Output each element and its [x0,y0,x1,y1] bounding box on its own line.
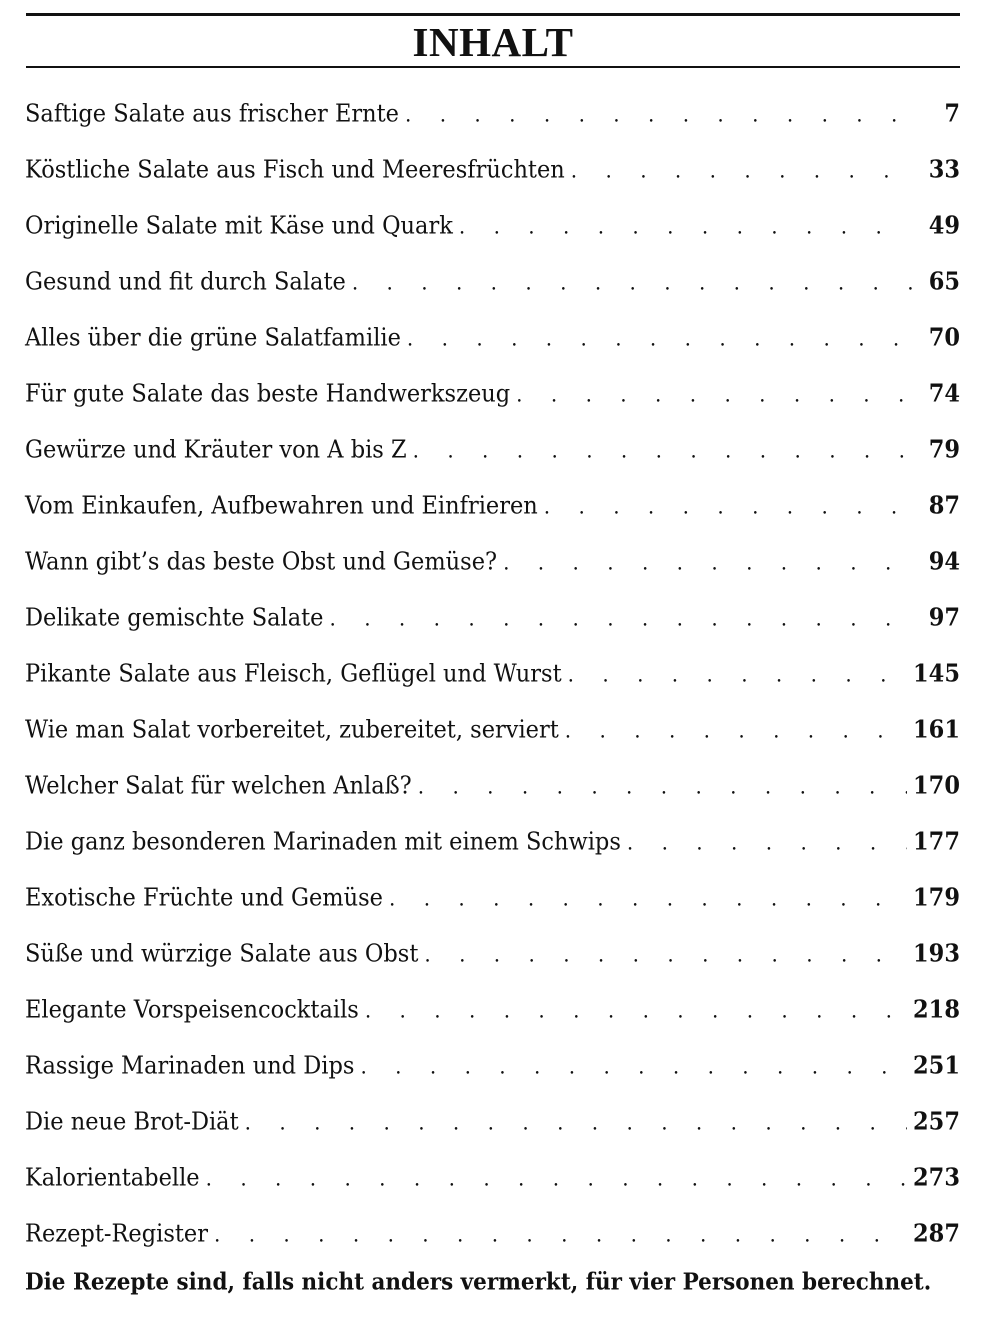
dot-leader [413,420,912,480]
dot-leader [516,364,912,424]
toc-entry-title: Vom Einkaufen, Aufbewahren und Einfrieren [25,491,538,521]
dot-leader [389,868,907,928]
dot-leader [565,700,907,760]
toc-entry [25,588,960,648]
toc-entry-title: Saftige Salate aus frischer Ernte [25,99,399,129]
toc-entry-page-number: 218 [913,995,960,1025]
toc-entry-page-number: 179 [913,883,960,913]
toc-entry-page-number: 94 [928,547,960,577]
toc-entry-page-number: 87 [928,491,960,521]
servings-note: Die Rezepte sind, falls nicht anders vermerkt, für vier Personen berechnet. [25,1268,932,1296]
toc-entry-page-number: 74 [928,379,960,409]
toc-entry-page-number: 287 [913,1219,960,1249]
toc-entry-title: Delikate gemischte Salate [25,603,324,633]
toc-entry-page-number: 7 [944,99,960,129]
dot-leader [459,196,912,256]
toc-entry [25,700,960,760]
toc-entry [25,924,960,984]
toc-entry [25,476,960,536]
toc-entry-title: Kalorientabelle [25,1163,200,1193]
toc-entry-title: Wie man Salat vorbereitet, zubereitet, serviert [25,715,559,745]
dot-leader [407,308,912,368]
toc-entry [25,1148,960,1208]
dot-leader [627,812,907,872]
toc-entry-title: Für gute Salate das beste Handwerkszeug [25,379,511,409]
top-rule [26,13,960,16]
toc-entry [25,364,960,424]
toc-entry [25,756,960,816]
toc-entry-title: Süße und würzige Salate aus Obst [25,939,419,969]
dot-leader [245,1092,907,1152]
toc-entry-title: Rezept-Register [25,1219,208,1249]
toc-entry [25,84,960,144]
dot-leader [365,980,907,1040]
page-title: INHALT [412,19,574,65]
toc-entry-title: Die ganz besonderen Marinaden mit einem Schwips [25,827,621,857]
toc-entry-page-number: 161 [913,715,960,745]
toc-entry-title: Gewürze und Kräuter von A bis Z [25,435,407,465]
toc-entry-page-number: 257 [913,1107,960,1137]
toc-entry [25,252,960,312]
toc-entry-title: Wann gibt’s das beste Obst und Gemüse? [25,547,498,577]
toc-entry-page-number: 49 [928,211,960,241]
table-of-contents [25,86,960,1262]
dot-leader [352,252,912,312]
toc-entry-title: Alles über die grüne Salatfamilie [25,323,401,353]
toc-entry-title: Gesund und fit durch Salate [25,267,346,297]
dot-leader [424,924,907,984]
toc-entry-page-number: 193 [913,939,960,969]
toc-entry-title: Köstliche Salate aus Fisch und Meeresfrüchten [25,155,565,185]
toc-entry-title: Pikante Salate aus Fleisch, Geflügel und Wurst [25,659,562,689]
toc-entry [25,196,960,256]
toc-entry [25,1036,960,1096]
toc-entry-page-number: 70 [928,323,960,353]
toc-entry-page-number: 33 [928,155,960,185]
toc-entry-page-number: 65 [928,267,960,297]
toc-entry [25,644,960,704]
toc-entry-page-number: 170 [913,771,960,801]
toc-entry-page-number: 145 [913,659,960,689]
toc-entry-page-number: 79 [928,435,960,465]
dot-leader [503,532,912,592]
toc-entry [25,308,960,368]
toc-entry-title: Elegante Vorspeisencocktails [25,995,359,1025]
toc-entry [25,532,960,592]
dot-leader [418,756,907,816]
dot-leader [206,1148,907,1208]
toc-entry-title: Rassige Marinaden und Dips [25,1051,355,1081]
dot-leader [330,588,913,648]
dot-leader [214,1204,907,1264]
dot-leader [544,476,912,536]
toc-entry-page-number: 97 [928,603,960,633]
toc-entry [25,1092,960,1152]
toc-entry-title: Originelle Salate mit Käse und Quark [25,211,453,241]
toc-entry [25,420,960,480]
dot-leader [360,1036,907,1096]
toc-entry-page-number: 251 [913,1051,960,1081]
dot-leader [568,644,907,704]
dot-leader [405,84,912,144]
toc-entry-page-number: 273 [913,1163,960,1193]
toc-entry-title: Exotische Früchte und Gemüse [25,883,383,913]
toc-entry-title: Die neue Brot-Diät [25,1107,239,1137]
toc-entry [25,812,960,872]
toc-entry [25,1204,960,1264]
dot-leader [571,140,912,200]
toc-entry-page-number: 177 [913,827,960,857]
toc-entry [25,868,960,928]
toc-entry [25,980,960,1040]
title-rule [26,66,960,68]
toc-entry [25,140,960,200]
toc-entry-title: Welcher Salat für welchen Anlaß? [25,771,412,801]
